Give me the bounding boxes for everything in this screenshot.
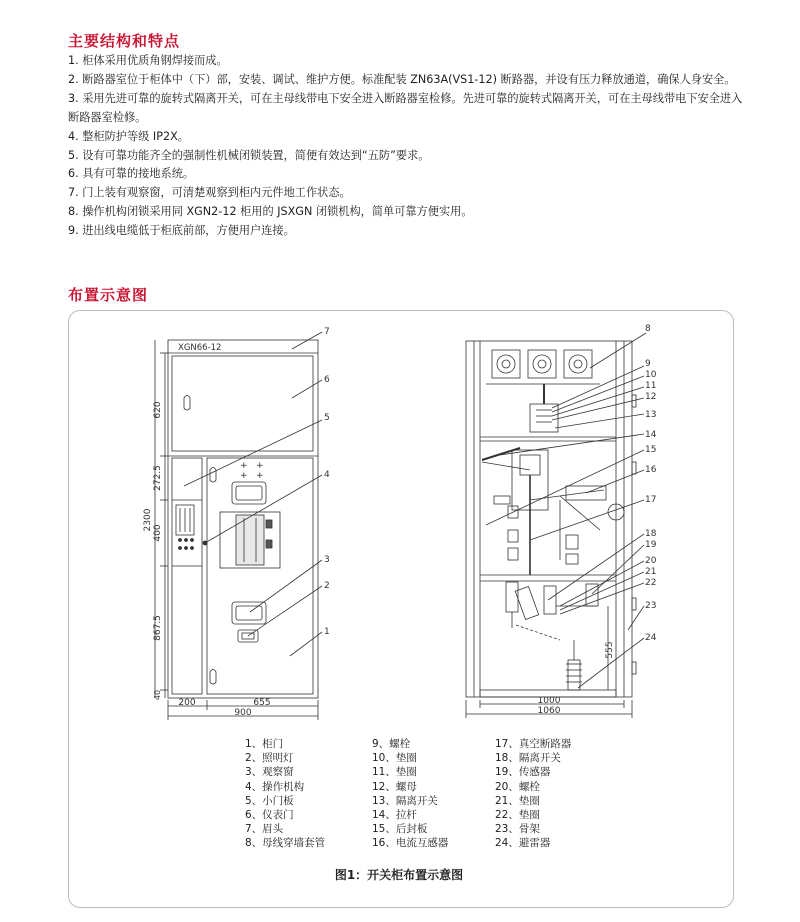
feature-item: 6. 具有可靠的接地系统。 xyxy=(68,167,195,181)
dim-label: 400 xyxy=(153,524,163,542)
feature-item: 5. 设有可靠功能齐全的强制性机械闭锁装置，简便有效达到“五防”要求。 xyxy=(68,148,430,162)
bushing xyxy=(528,350,556,378)
legend-item: 17、真空断路器 xyxy=(495,738,572,750)
grounding-arm xyxy=(516,625,560,640)
legend-item: 24、避雷器 xyxy=(495,837,551,850)
callout-number: 10 xyxy=(645,370,657,380)
legend-column-2 xyxy=(372,737,448,851)
legend-item: 16、电流互感器 xyxy=(372,837,449,850)
plus-symbol: + xyxy=(256,471,264,481)
surge-arrester xyxy=(568,660,580,690)
legend-item: 13、隔离开关 xyxy=(372,794,438,807)
callout-number: 3 xyxy=(324,555,330,565)
mechanism-knob xyxy=(266,520,272,528)
dim-label: 655 xyxy=(253,698,271,708)
legend-item: 18、隔离开关 xyxy=(495,752,561,765)
callout-number: 21 xyxy=(645,567,657,577)
callout-number: 19 xyxy=(645,540,657,550)
legend-item: 12、螺母 xyxy=(372,780,417,793)
bushing-core xyxy=(574,360,582,368)
legend-item: 19、传感器 xyxy=(495,766,551,779)
viewing-window-glass xyxy=(236,606,262,620)
callout-number: 2 xyxy=(324,581,330,591)
indicator-dot xyxy=(191,539,194,542)
sensor-insulator xyxy=(586,584,598,606)
callout-number: 1 xyxy=(324,627,330,637)
breaker-chamber xyxy=(520,455,540,475)
dim-label: 900 xyxy=(234,708,252,718)
callout-number: 11 xyxy=(645,381,657,391)
bushing-ring xyxy=(533,355,551,373)
insulator xyxy=(494,496,510,504)
dim-label: 867.5 xyxy=(153,615,163,641)
callout-leader xyxy=(290,632,322,656)
legend-item: 22、垫圈 xyxy=(495,809,540,822)
hinge xyxy=(632,598,636,610)
callout-number: 23 xyxy=(645,601,657,611)
feature-item: 8. 操作机构闭锁采用同 XGN2-12 柜用的 JSXGN 闭锁机构，简单可靠方便实用。 xyxy=(68,205,473,219)
callout-number: 6 xyxy=(324,375,330,385)
legend-item: 4、操作机构 xyxy=(245,780,305,793)
callout-leader xyxy=(560,572,644,610)
features-title: 主要结构和特点 xyxy=(68,32,181,50)
viewing-window-lower xyxy=(232,602,266,624)
callout-leader xyxy=(552,376,644,412)
callout-number: 17 xyxy=(645,495,657,505)
feature-item: 7. 门上装有观察窗，可清楚观察到柜内元件地工作状态。 xyxy=(68,186,351,200)
viewing-window-upper xyxy=(232,482,266,504)
legend-item: 20、螺栓 xyxy=(495,780,540,793)
bushing-ring xyxy=(569,355,587,373)
callout-number: 20 xyxy=(645,556,657,566)
dim-label: 1060 xyxy=(537,706,561,716)
legend-item: 8、母线穿墙套管 xyxy=(245,837,326,850)
plus-symbol: + xyxy=(240,461,248,471)
lower-disconnector xyxy=(515,587,538,620)
legend-item: 15、后封板 xyxy=(372,823,428,836)
legend-item: 11、垫圈 xyxy=(372,766,417,779)
callout-number: 7 xyxy=(324,327,330,337)
pull-rod-arm xyxy=(482,462,530,470)
bushing-core xyxy=(502,360,510,368)
callout-number: 15 xyxy=(645,445,657,455)
upper-disconnector xyxy=(530,404,558,432)
plus-symbol: + xyxy=(240,471,248,481)
instrument-door xyxy=(172,356,313,451)
plus-symbol: + xyxy=(256,461,264,471)
callout-number: 5 xyxy=(324,413,330,423)
feature-item: 3. 采用先进可靠的旋转式隔离开关，可在主母线带电下安全进入断路器室检修。先进可靠的旋转式隔离开关，可在主母线带电下安全进入断路器室检修。 xyxy=(68,91,743,124)
figure-caption-text: 图1：开关柜布置示意图 xyxy=(334,868,464,882)
bushing-core xyxy=(538,360,546,368)
pull-rod xyxy=(482,448,520,460)
indicator-dot xyxy=(179,547,182,550)
lower-insulator xyxy=(544,586,556,614)
dim-label: 40 xyxy=(153,689,162,701)
callout-number: 22 xyxy=(645,578,657,588)
callout-leader xyxy=(292,380,322,398)
callout-number: 13 xyxy=(645,410,657,420)
feature-item: 4. 整柜防护等级 IP2X。 xyxy=(68,129,189,143)
callout-number: 14 xyxy=(645,430,657,440)
insulator xyxy=(508,548,518,560)
callout-leader xyxy=(486,450,644,525)
callout-leader xyxy=(292,332,322,349)
insulator xyxy=(508,530,518,542)
hinge xyxy=(632,662,636,674)
dim-label: 2300 xyxy=(143,508,153,532)
bushing-ring xyxy=(497,355,515,373)
legend-item: 9、螺栓 xyxy=(372,738,411,750)
callout-leader xyxy=(184,420,322,486)
lower-insulator xyxy=(506,582,518,612)
dim-label: 1000 xyxy=(537,696,561,706)
feature-item: 1. 柜体采用优质角钢焊接而成。 xyxy=(68,54,228,67)
linkage xyxy=(560,496,600,530)
dim-label: 272.5 xyxy=(153,465,163,491)
mechanism-knob xyxy=(266,540,272,548)
legend-item: 5、小门板 xyxy=(245,794,294,807)
figure-caption xyxy=(0,866,800,883)
indicator-dot xyxy=(185,539,188,542)
legend-item: 23、骨架 xyxy=(495,823,540,836)
main-door xyxy=(207,458,313,694)
legend-item: 6、仪表门 xyxy=(245,809,294,822)
dim-label: 200 xyxy=(178,698,196,708)
legend-item: 1、柜门 xyxy=(245,738,284,750)
callout-leader xyxy=(560,583,644,614)
layout-title: 布置示意图 xyxy=(68,286,149,304)
bushing xyxy=(492,350,520,378)
insulator xyxy=(566,554,578,564)
callout-number: 18 xyxy=(645,529,657,539)
hinge xyxy=(632,462,636,474)
callout-leader xyxy=(530,500,644,540)
callout-number: 24 xyxy=(645,633,657,643)
door-handle xyxy=(184,396,190,411)
callout-number: 8 xyxy=(645,324,651,334)
door-handle xyxy=(210,468,216,483)
callout-number: 12 xyxy=(645,392,657,402)
feature-item: 2. 断路器室位于柜体中（下）部，安装、调试、维护方便。标准配装 ZN63A(VS1-12) 断路器，并设有压力释放通道，确保人身安全。 xyxy=(68,72,736,86)
callout-number: 9 xyxy=(645,359,651,369)
legend-item: 14、拉杆 xyxy=(372,809,417,822)
feature-item: 9. 进出线电缆低于柜底前部，方便用户连接。 xyxy=(68,224,295,238)
legend-item: 7、眉头 xyxy=(245,823,284,836)
dim-label: 620 xyxy=(153,401,163,419)
bushing xyxy=(564,350,592,378)
front-view xyxy=(143,327,330,720)
legend-item: 2、照明灯 xyxy=(245,752,294,765)
small-door-panel xyxy=(172,458,202,694)
indicator-dot xyxy=(191,547,194,550)
legend-column-3 xyxy=(495,737,571,851)
side-view xyxy=(466,324,657,718)
legend-item: 21、垫圈 xyxy=(495,794,540,807)
viewing-window-glass xyxy=(236,486,262,500)
legend-item: 10、垫圈 xyxy=(372,752,417,765)
door-handle xyxy=(210,670,216,685)
callout-leader xyxy=(248,586,322,636)
indicator-dot xyxy=(185,547,188,550)
callout-leader xyxy=(590,333,646,368)
dim-label: 555 xyxy=(605,641,615,659)
legend-item: 3、观察窗 xyxy=(245,766,294,779)
legend-column-1 xyxy=(245,737,325,851)
callout-number: 16 xyxy=(645,465,657,475)
insulator xyxy=(566,535,578,549)
indicator-dot xyxy=(179,539,182,542)
callout-number: 4 xyxy=(324,470,330,480)
model-label: XGN66-12 xyxy=(178,343,222,353)
